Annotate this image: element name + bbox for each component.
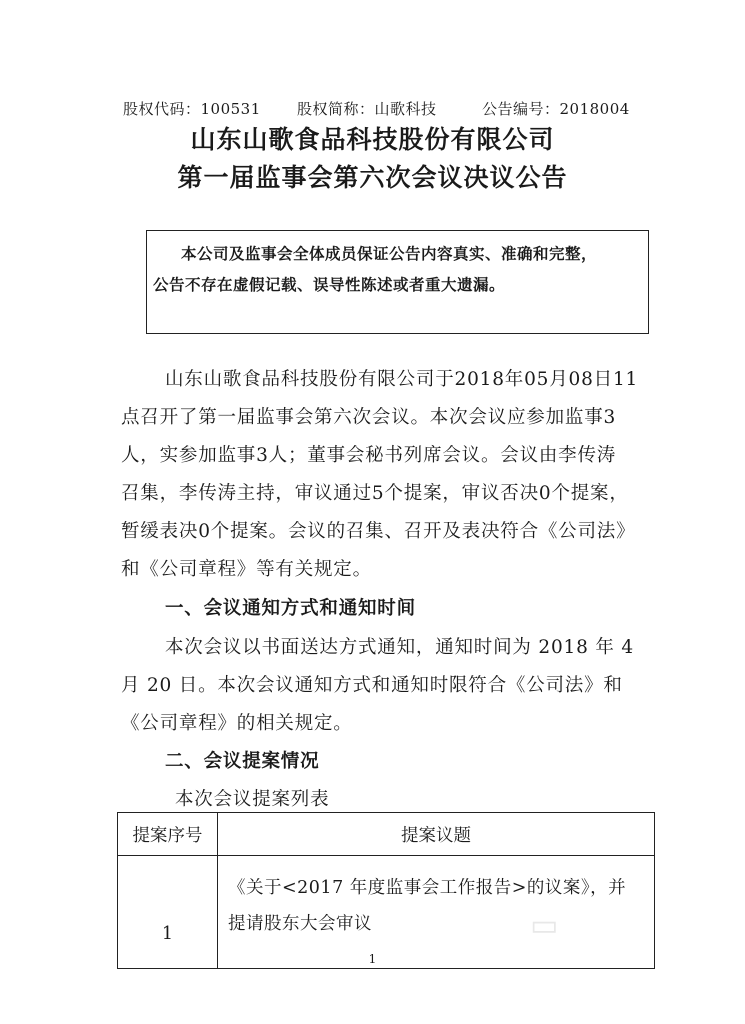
notice-line: 本次会议以书面送达方式通知，通知时间为 2018 年 4 xyxy=(165,637,634,658)
column-header-number: 提案序号 xyxy=(118,813,218,856)
intro-line: 和《公司章程》等有关规定。 xyxy=(121,559,372,580)
intro-line: 山东山歌食品科技股份有限公司于2018年05月08日11 xyxy=(165,369,639,390)
disclaimer-line1: 本公司及监事会全体成员保证公告内容真实、准确和完整， xyxy=(181,244,598,263)
page-number: 1 xyxy=(368,952,377,966)
stock-abbreviation: 股权简称：山歌科技 xyxy=(297,100,437,118)
stock-code: 股权代码：100531 xyxy=(123,100,261,118)
section-heading-proposals: 二、会议提案情况 xyxy=(165,751,320,772)
notice-number: 公告编号：2018004 xyxy=(482,100,630,118)
intro-line: 召集，李传涛主持，审议通过5个提案，审议否决0个提案， xyxy=(121,483,629,504)
section-heading-notice: 一、会议通知方式和通知时间 xyxy=(165,598,416,619)
column-header-topic: 提案议题 xyxy=(218,813,655,856)
document-title-line1: 山东山歌食品科技股份有限公司 xyxy=(190,125,555,154)
notice-line: 《公司章程》的相关规定。 xyxy=(121,713,353,734)
proposal-number: 1 xyxy=(118,856,218,969)
table-caption: 本次会议提案列表 xyxy=(175,789,330,810)
table-header-row xyxy=(118,813,655,856)
faint-seal-mark: ▭ xyxy=(530,908,559,943)
proposal-topic: 《关于<2017 年度监事会工作报告>的议案》，并提请股东大会审议 xyxy=(218,856,655,969)
notice-line: 月 20 日。本次会议通知方式和通知时限符合《公司法》和 xyxy=(121,675,623,696)
document-title-line2: 第一届监事会第六次会议决议公告 xyxy=(177,163,568,192)
intro-line: 暂缓表决0个提案。会议的召集、召开及表决符合《公司法》 xyxy=(121,521,636,542)
intro-line: 人，实参加监事3人；董事会秘书列席会议。会议由李传涛 xyxy=(121,445,617,466)
disclaimer-box xyxy=(146,230,649,334)
disclaimer-line2: 公告不存在虚假记载、误导性陈述或者重大遗漏。 xyxy=(153,275,506,294)
intro-line: 点召开了第一届监事会第六次会议。本次会议应参加监事3 xyxy=(121,407,617,428)
